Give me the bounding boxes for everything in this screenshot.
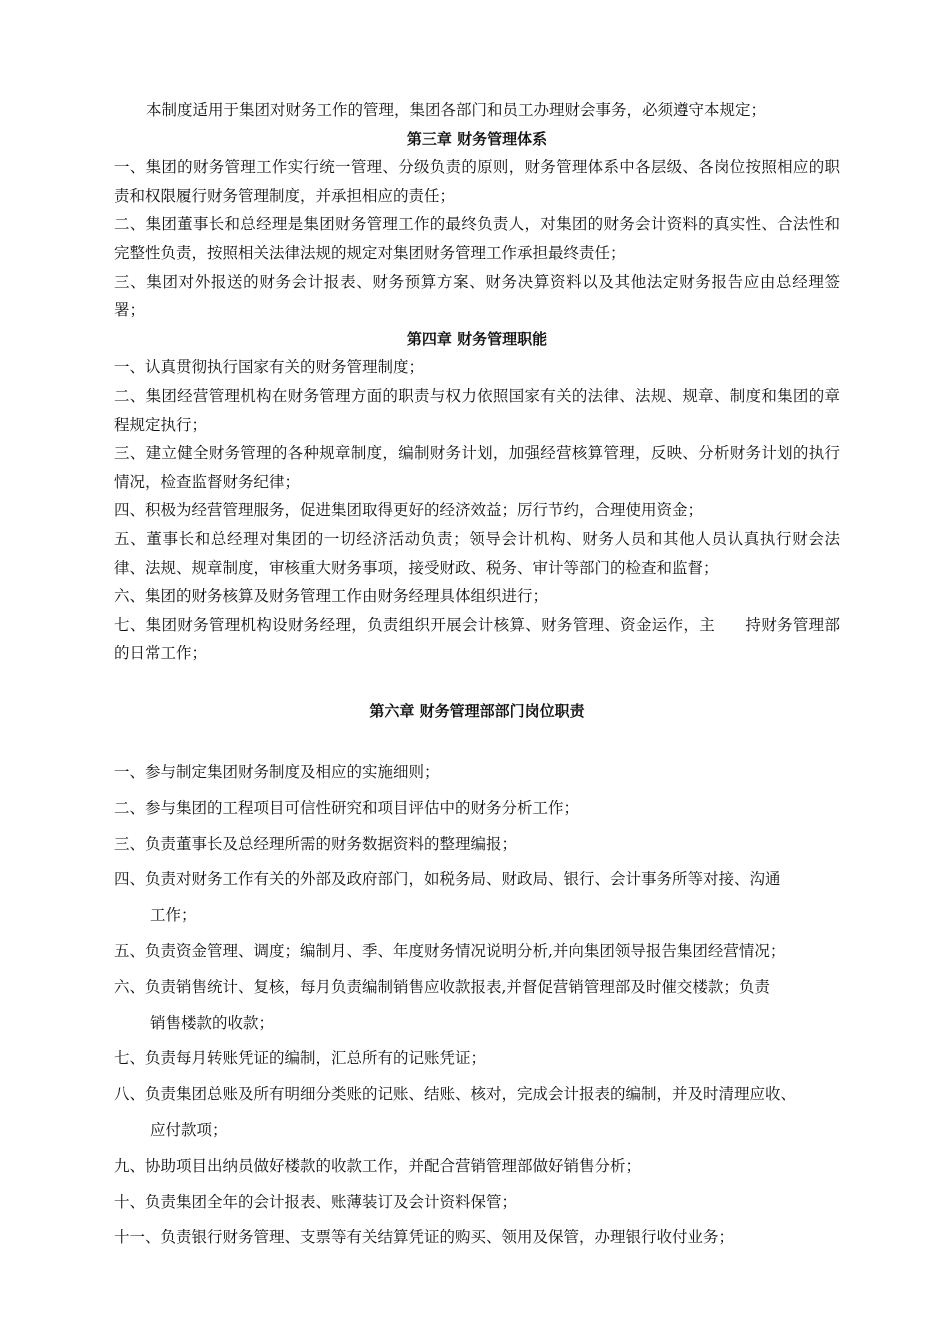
intro-paragraph: 本制度适用于集团对财务工作的管理，集团各部门和员工办理财会事务，必须遵守本规定； [146,101,767,119]
chapter-3-heading: 第三章 财务管理体系 [406,129,548,148]
chapter-4-item-7-part1: 七、集团财务管理机构设财务经理，负责组织开展会计核算、财务管理、资金运作，主 [114,615,716,634]
list-item: 三、负责董事长及总经理所需的财务数据资料的整理编报； [114,834,518,853]
chapter-4-item: 三、建立健全财务管理的各种规章制度，编制财务计划，加强经营核算管理，反映、分析财务计划的执行情况，检查监督财务纪律； [114,444,840,491]
chapter-4-item: 一、认真贯彻执行国家有关的财务管理制度； [114,358,425,377]
list-item: 十、负责集团全年的会计报表、账薄装订及会计资料保管； [114,1192,518,1211]
list-item: 七、负责每月转账凭证的编制，汇总所有的记账凭证； [114,1049,487,1068]
chapter-3-item: 一、集团的财务管理工作实行统一管理、分级负责的原则，财务管理体系中各层级、各岗位按照相应的职责和权限履行财务管理制度，并承担相应的责任； [114,158,840,205]
list-item-continuation: 工作； [150,906,197,925]
list-item: 二、参与集团的工程项目可信性研究和项目评估中的财务分析工作； [114,798,580,817]
list-item-continuation: 应付款项； [150,1120,228,1139]
chapter-4-item-7 [114,611,840,668]
list-item: 四、负责对财务工作有关的外部及政府部门，如税务局、财政局、银行、会计事务所等对接、沟通 [114,870,781,889]
list-item: 九、协助项目出纳员做好楼款的收款工作，并配合营销管理部做好销售分析； [114,1156,642,1175]
chapter-4-item: 五、董事长和总经理对集团的一切经济活动负责；领导会计机构、财务人员和其他人员认真执行财会法律、法规、规章制度，审核重大财务事项，接受财政、税务、审计等部门的检查和监督； [114,529,840,577]
chapter-4-item: 六、集团的财务核算及财务管理工作由财务经理具体组织进行； [114,587,549,606]
chapter-4-heading: 第四章 财务管理职能 [406,329,548,348]
chapter-4-item: 二、集团经营管理机构在财务管理方面的职责与权力依照国家有关的法律、法规、规章、制度和集团的章程规定执行； [114,386,840,434]
chapter-6-heading: 第六章 财务管理部部门岗位职责 [369,702,585,720]
list-item: 八、负责集团总账及所有明细分类账的记账、结账、核对，完成会计报表的编制，并及时清理应收、 [114,1085,797,1104]
regulation-body [114,96,840,668]
chapter-6-list [114,755,844,1256]
list-item: 一、参与制定集团财务制度及相应的实施细则； [114,763,440,781]
list-item: 五、负责资金管理、调度；编制月、季、年度财务情况说明分析,并向集团领导报告集团经营情况； [114,941,786,960]
list-item: 六、负责销售统计、复核，每月负责编制销售应收款报表,并督促营销管理部及时催交楼款；负责 [114,977,770,996]
chapter-4-item: 四、积极为经营管理服务，促进集团取得更好的经济效益；厉行节约，合理使用资金； [114,501,704,520]
chapter-3-item: 二、集团董事长和总经理是集团财务管理工作的最终负责人，对集团的财务会计资料的真实性、合法性和完整性负责，按照相关法律法规的规定对集团财务管理工作承担最终责任； [114,215,840,262]
chapter-4-item-7-part2: 持财务管理部的日常工作； [114,615,840,663]
list-item-continuation: 销售楼款的收款； [150,1013,275,1032]
list-item: 十一、负责银行财务管理、支票等有关结算凭证的购买、领用及保管，办理银行收付业务； [114,1228,735,1247]
chapter-3-item: 三、集团对外报送的财务会计报表、财务预算方案、财务决算资料以及其他法定财务报告应由总经理签署； [114,272,840,320]
